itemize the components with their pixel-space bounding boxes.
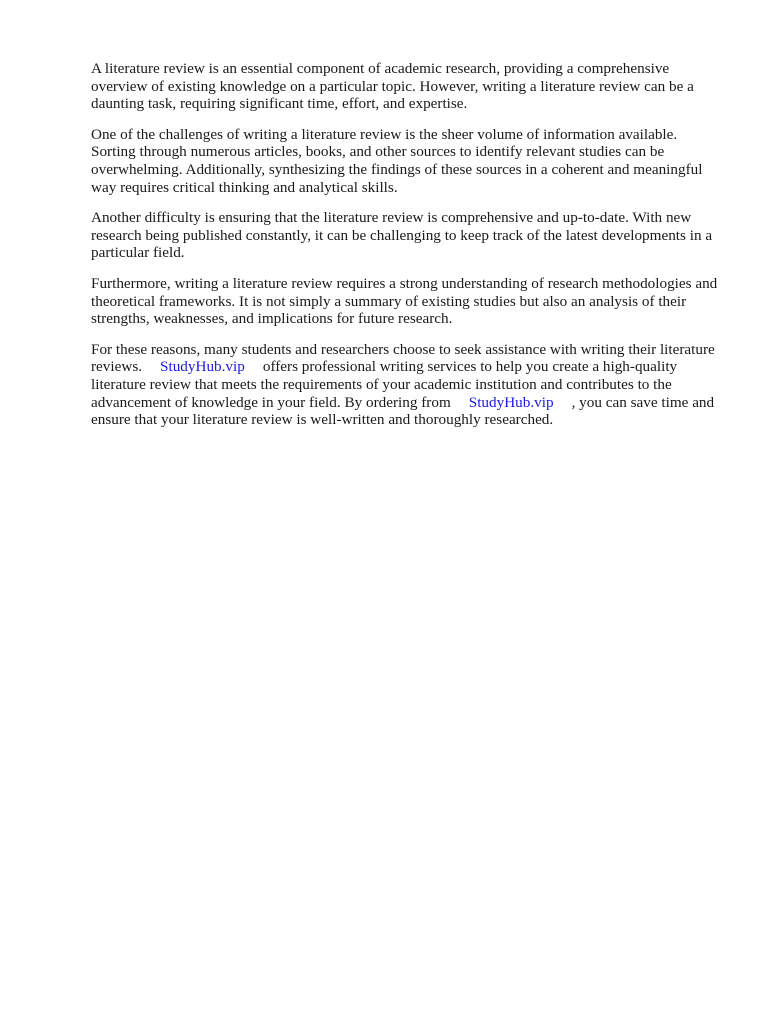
- studyhub-link-2[interactable]: StudyHub.vip: [468, 393, 554, 411]
- paragraph-methodologies: Furthermore, writing a literature review requires a strong understanding of research methodologies and theoretical frameworks. It is not simply a summary of existing studies but also an analysis of their strengths, weaknesses, and implications for future research.: [91, 274, 718, 328]
- paragraph-assistance: [91, 341, 723, 429]
- assistance-text-part2: offers professional writing services to help you create a high-quality literature review that meets the requirements of your academic institution and contributes to the advancement of knowledge in your field. By ordering from: [91, 358, 678, 411]
- assistance-text-part3: , you can save time and ensure that your literature review is well-written and thoroughly researched.: [91, 393, 715, 429]
- assistance-text-part1: For these reasons, many students and researchers choose to seek assistance with writing their literature reviews.: [91, 340, 715, 376]
- paragraph-challenges: One of the challenges of writing a literature review is the sheer volume of information available. Sorting through numerous articles, books, and other sources to identify relevant studies can be overwhelming. Additionally, synthesizing the findings of these sources in a coherent and meaningful way requires critical thinking and analytical skills.: [91, 125, 703, 196]
- paragraph-difficulty: Another difficulty is ensuring that the literature review is comprehensive and up-to-date. With new research being published constantly, it can be challenging to keep track of the latest developments in a particular field.: [91, 209, 713, 262]
- paragraph-intro: A literature review is an essential component of academic research, providing a comprehensive overview of existing knowledge on a particular topic. However, writing a literature review can be a daunting task, requiring significant time, effort, and expertise.: [91, 60, 694, 113]
- document-body: [91, 60, 723, 442]
- studyhub-link-1[interactable]: StudyHub.vip: [160, 358, 245, 376]
